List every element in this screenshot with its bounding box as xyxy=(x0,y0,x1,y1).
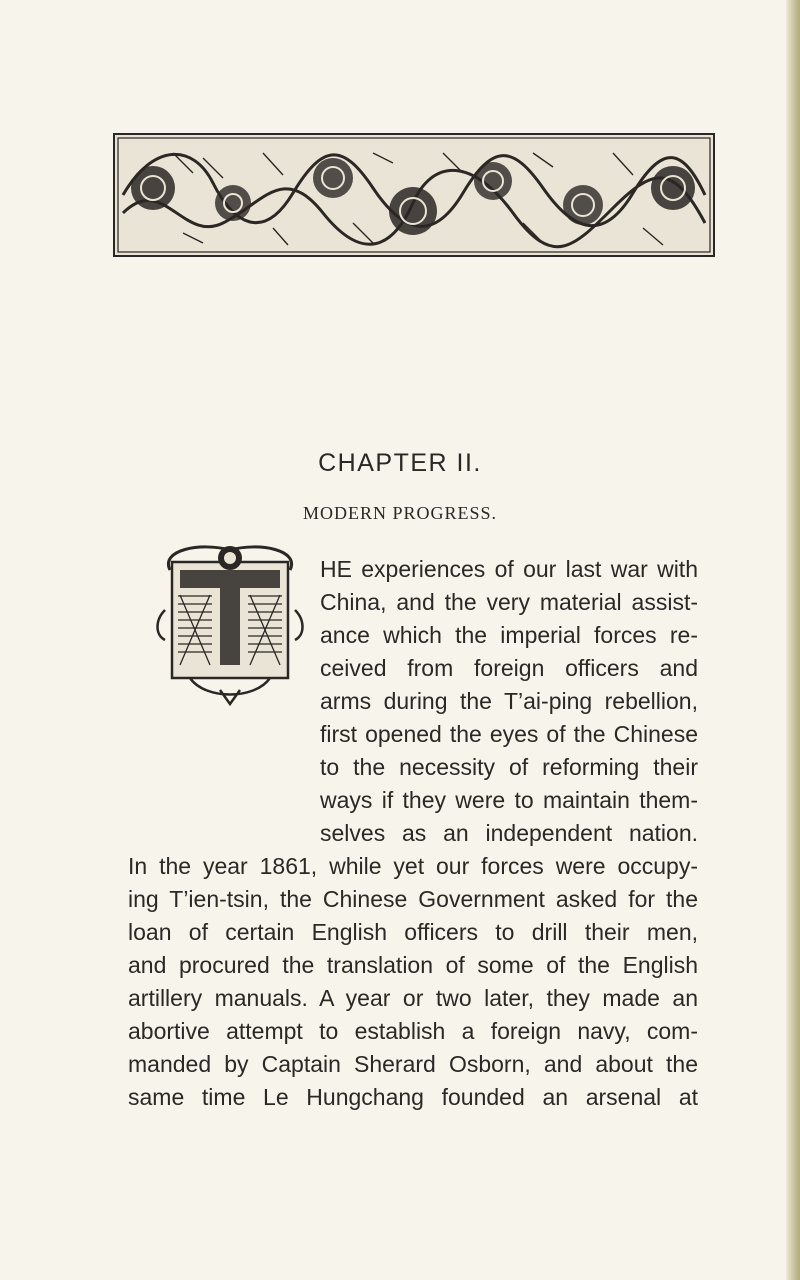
text-line: same time Le Hungchang founded an arsenal at xyxy=(128,1084,698,1110)
text-line: loan of certain English officers to drill their men, xyxy=(128,919,698,945)
text-line: artillery manuals. A year or two later, they made an xyxy=(128,985,698,1011)
text-line: ing T’ien-tsin, the Chinese Government asked for the xyxy=(128,886,698,912)
text-line: manded by Captain Sherard Osborn, and about the xyxy=(128,1051,698,1077)
text-line: abortive attempt to establish a foreign navy, com- xyxy=(128,1018,698,1044)
ornamental-initial-t xyxy=(150,540,310,706)
text-line: ceived from foreign officers and xyxy=(320,655,698,681)
text-line: and procured the translation of some of the English xyxy=(128,952,698,978)
ornamental-headpiece xyxy=(113,133,715,257)
text-line: China, and the very material assist- xyxy=(320,589,698,615)
text-line: selves as an independent nation. xyxy=(320,820,698,846)
chapter-subtitle: MODERN PROGRESS. xyxy=(302,503,498,523)
text-line: ance which the imperial forces re- xyxy=(320,622,698,648)
chapter-title: CHAPTER II. xyxy=(318,449,482,477)
text-line: HE experiences of our last war with xyxy=(320,556,698,582)
text-line: first opened the eyes of the Chinese xyxy=(320,721,698,747)
text-line: arms during the T’ai-ping rebellion, xyxy=(320,688,698,714)
text-line: to the necessity of reforming their xyxy=(320,754,698,780)
page-edge-shadow xyxy=(786,0,800,1280)
text-line: In the year 1861, while yet our forces were occupy- xyxy=(128,853,698,879)
text-line: ways if they were to maintain them- xyxy=(320,787,698,813)
